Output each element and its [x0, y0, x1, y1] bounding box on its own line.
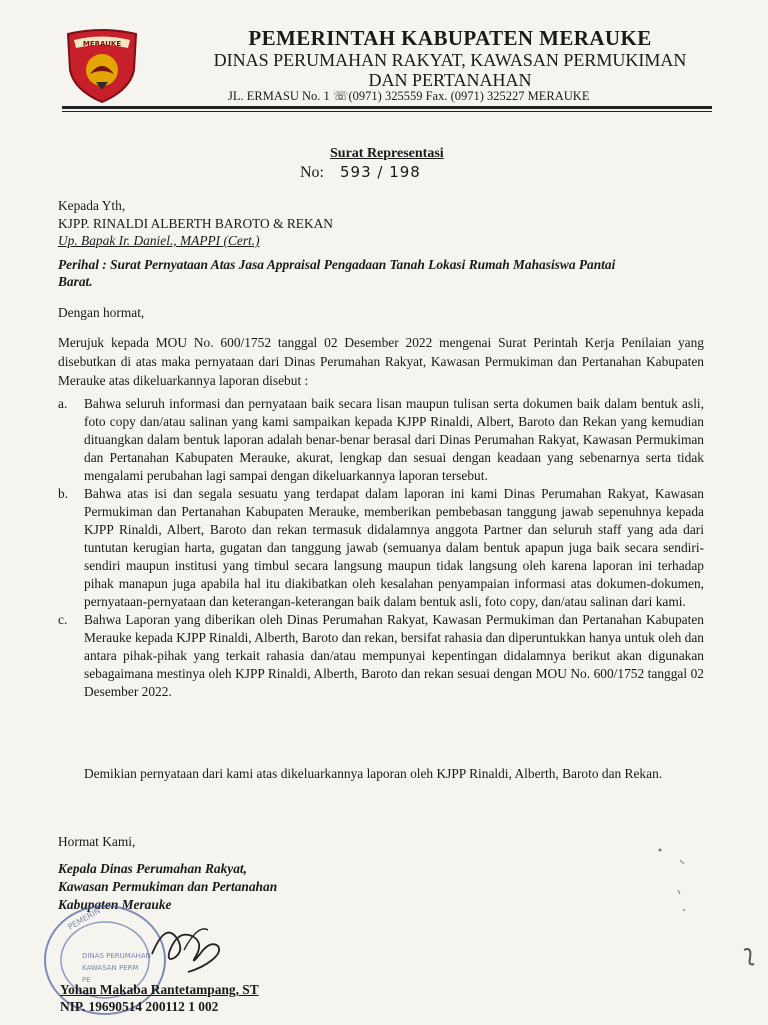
list-item-marker: c.: [58, 612, 68, 627]
list-item-text: Bahwa Laporan yang diberikan oleh Dinas Perumahan Rakyat, Kawasan Permukiman dan Pertanahan Kabupaten Merauke kepada KJPP Rinaldi, Alberth, Baroto dan rekan, bersifat rahasia dan diperuntukkan hanya untuk oleh dan antara pihak-pihak yang terkait rahasia dan/atau mempunyai kepentingan didalamnya berikut akan digunakan sebagaimana mestinya oleh KJPP Rinaldi, Alberth, Baroto dan rekan sesuai dengan MOU No. 600/1752 tanggal 02 Desember 2022.: [84, 612, 704, 699]
signer-position-line1: Kepala Dinas Perumahan Rakyat,: [58, 861, 247, 876]
signer-position-line2: Kawasan Permukiman dan Pertanahan: [58, 879, 278, 894]
list-item-marker: a.: [58, 396, 68, 411]
list-item: [58, 611, 704, 701]
letterhead-department-line1: DINAS PERUMAHAN RAKYAT, KAWASAN PERMUKIMAN: [213, 50, 687, 70]
list-item: [58, 395, 704, 485]
subject: [58, 256, 703, 290]
letter-title: Surat Representasi: [330, 146, 444, 161]
list-item-text: Bahwa seluruh informasi dan pernyataan baik secara lisan maupun tulisan serta dokumen baik dalam bentuk asli, foto copy dan/atau salinan yang kami sampaikan kepada KJPP Rinaldi, Albert, Baroto dan Rekan yang kemudian dituangkan dalam bentuk laporan adalah benar-benar berasal dari Dinas Perumahan Rakyat, Kawasan Permukiman dan Pertanahan Kabupaten Merauke, akurat, lengkap dan sesuai dengan keadaan yang sebenarnya serta tidak mengalami perubahan lagi sampai dengan dikeluarkannya laporan tersebut.: [84, 396, 704, 483]
recipient-block: [58, 197, 333, 250]
signer-name: Yohan Makaba Rantetampang, ST: [60, 982, 259, 997]
svg-text:PE: PE: [82, 976, 91, 984]
letter-number-value: 593 / 198: [340, 163, 421, 181]
signer-nip: NIP. 19690514 200112 1 002: [60, 999, 219, 1014]
recipient-attention: Up. Bapak Ir. Daniel., MAPPI (Cert.): [58, 233, 260, 248]
logo-text: MERAUKE: [82, 40, 122, 48]
svg-text:PEMERIN: PEMERIN: [66, 906, 102, 932]
letterhead-divider-thick: [62, 106, 712, 109]
svg-text:KAWASAN PERM: KAWASAN PERM: [82, 964, 139, 972]
letter-number-label: No:: [300, 164, 324, 181]
letterhead-department-line2: DAN PERTANAHAN: [368, 70, 532, 90]
regency-logo: [60, 24, 144, 104]
closing-paragraph: Demikian pernyataan dari kami atas dikeluarkannya laporan oleh KJPP Rinaldi, Alberth, Baroto dan Rekan.: [84, 766, 663, 781]
signer-position-line3: Kabupaten Merauke: [58, 897, 172, 912]
letter-number: [300, 163, 421, 182]
recipient-salutation: Kepada Yth,: [58, 198, 126, 213]
scan-artifact-marks: [640, 830, 760, 990]
regards: Hormat Kami,: [58, 834, 136, 849]
intro-paragraph: Merujuk kepada MOU No. 600/1752 tanggal 02 Desember 2022 mengenai Surat Perintah Kerja Penilaian yang disebutkan di atas maka pernyataan dari Dinas Perumahan Rakyat, Kawasan Permukiman dan Pertanahan Kabupaten Merauke atas dikeluarkannya laporan disebut :: [58, 335, 704, 388]
letterhead-divider-thin: [62, 111, 712, 112]
letterhead-address: JL. ERMASU No. 1 ☏(0971) 325559 Fax. (0971) 325227 MERAUKE: [228, 89, 590, 103]
handwritten-signature: [148, 910, 228, 980]
svg-text:DINAS PERUMAHAN: DINAS PERUMAHAN: [82, 952, 151, 960]
list-item-text: Bahwa atas isi dan segala sesuatu yang terdapat dalam laporan ini kami Dinas Perumahan Rakyat, Kawasan Permukiman dan Pertanahan Kabupaten Merauke, memberikan pembebasan tanggung jawab sepenuhnya kepada KJPP Rinaldi, Albert, Baroto dan rekan termasuk didalamnya anggota Partner dan seluruh staff yang ada dari tuntutan kerugian harta, gugatan dan tanggung jawab (semuanya dalam bentuk apapun juga baik secara sendiri-sendiri maupun institusi yang timbul secara langsung maupun tidak langsung oleh karena laporan ini terhadap pihak manapun juga apabila hal itu diakibatkan oleh kesalahan penyampaian informasi atas dokumen-dokumen, pernyataan-pernyataan dan keterangan-keterangan baik dalam bentuk asli, foto copy, dan/atau salinan dari kami.: [84, 486, 704, 609]
greeting: Dengan hormat,: [58, 305, 145, 320]
subject-line1: Perihal : Surat Pernyataan Atas Jasa Appraisal Pengadaan Tanah Lokasi Rumah Mahasiswa Pantai: [58, 257, 616, 272]
recipient-name: KJPP. RINALDI ALBERTH BAROTO & REKAN: [58, 215, 333, 231]
list-item: [58, 485, 704, 611]
letterhead-title: PEMERINTAH KABUPATEN MERAUKE: [248, 26, 652, 50]
statement-list: [58, 395, 704, 701]
subject-line2: Barat.: [58, 274, 93, 289]
list-item-marker: b.: [58, 486, 69, 501]
